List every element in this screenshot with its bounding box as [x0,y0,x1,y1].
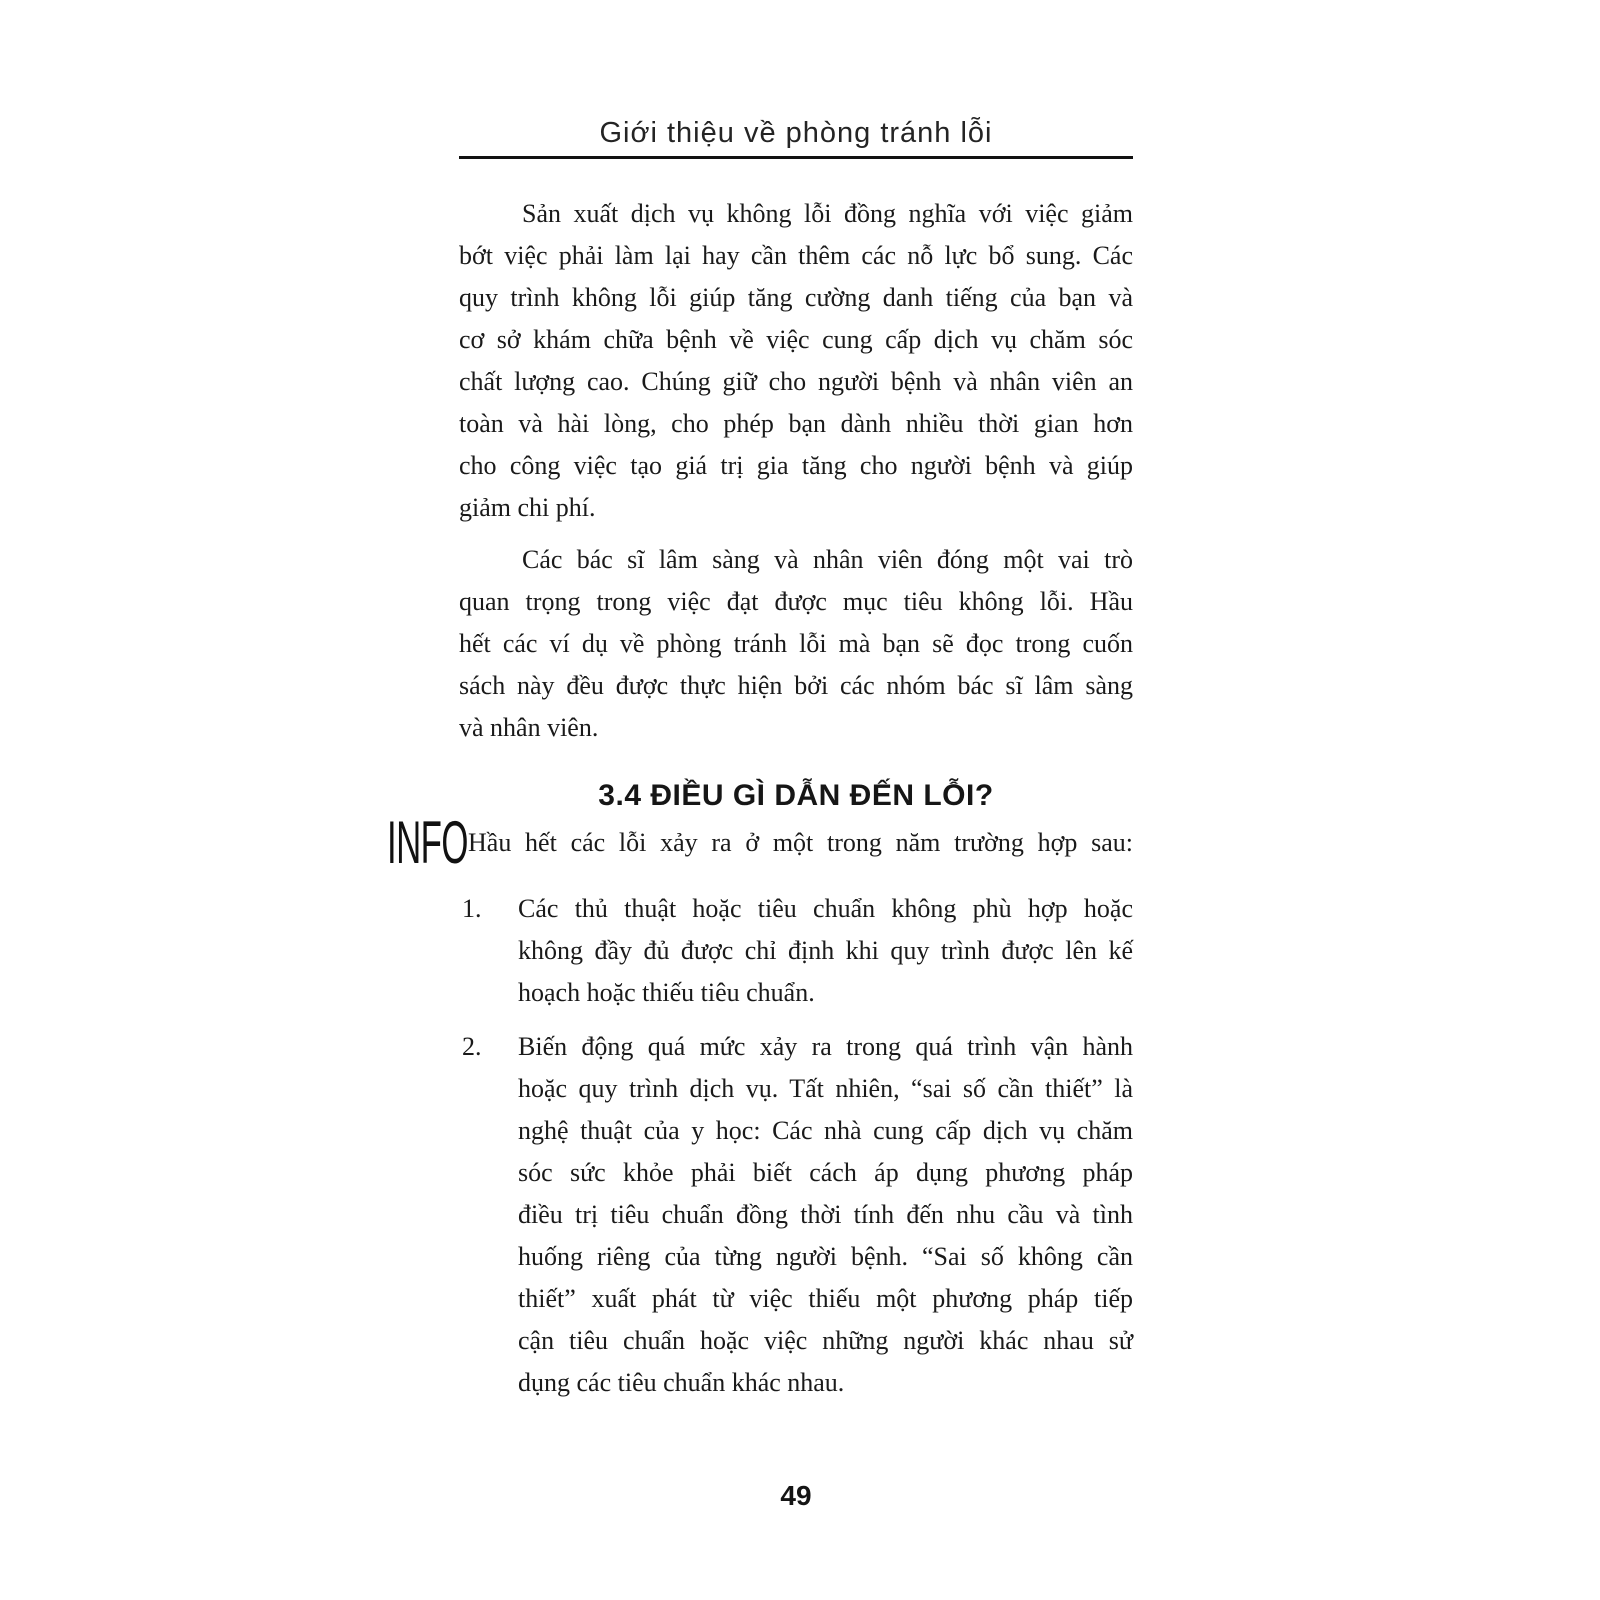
page-number: 49 [780,1480,812,1511]
list-item-number: 1. [462,894,482,923]
list-item [459,888,1133,1014]
text-line: huống riêng của từng người bệnh. “Sai số không cần [518,1242,1133,1271]
text-line: cơ sở khám chữa bệnh về việc cung cấp dịch vụ chăm sóc [459,325,1133,354]
section-heading: 3.4 ĐIỀU GÌ DẪN ĐẾN LỖI? [598,779,994,812]
page-column [387,115,1133,1416]
text-line: nghệ thuật của y học: Các nhà cung cấp dịch vụ chăm [518,1116,1133,1145]
text-line: hoạch hoặc thiếu tiêu chuẩn. [518,978,815,1007]
text-line: cận tiêu chuẩn hoặc việc những người khác nhau sử [518,1326,1133,1355]
list-item-text [518,888,1133,1014]
text-line: giảm chi phí. [459,493,596,522]
text-line: hết các ví dụ về phòng tránh lỗi mà bạn sẽ đọc trong cuốn [459,629,1133,658]
list-item-text [518,1026,1133,1404]
text-line: Các thủ thuật hoặc tiêu chuẩn không phù hợp hoặc [518,894,1133,923]
text-line: Biến động quá mức xảy ra trong quá trình vận hành [518,1032,1133,1061]
text-line: điều trị tiêu chuẩn đồng thời tính đến nhu cầu và tình [518,1200,1133,1229]
text-line: thiết” xuất phát từ việc thiếu một phương pháp tiếp [518,1284,1133,1313]
text-line: dụng các tiêu chuẩn khác nhau. [518,1368,845,1397]
paragraph-1 [459,193,1133,529]
numbered-list [459,888,1133,1404]
list-item [459,1026,1133,1404]
text-line: Các bác sĩ lâm sàng và nhân viên đóng một vai trò [522,545,1133,574]
text-line: bớt việc phải làm lại hay cần thêm các nỗ lực bổ sung. Các [459,241,1133,270]
paragraph-2 [459,539,1133,749]
text-line: hoặc quy trình dịch vụ. Tất nhiên, “sai số cần thiết” là [518,1074,1133,1103]
text-line: sách này đều được thực hiện bởi các nhóm bác sĩ lâm sàng [459,671,1133,700]
text-line: sóc sức khỏe phải biết cách áp dụng phương pháp [518,1158,1133,1187]
text-line: chất lượng cao. Chúng giữ cho người bệnh và nhân viên an [459,367,1133,396]
text-line: Sản xuất dịch vụ không lỗi đồng nghĩa với việc giảm [522,199,1133,228]
text-line: quy trình không lỗi giúp tăng cường danh tiếng của bạn và [459,283,1133,312]
info-stamp-label: INFO [387,809,468,876]
list-item-number: 2. [462,1032,482,1061]
text-line: quan trọng trong việc đạt được mục tiêu không lỗi. Hầu [459,587,1133,616]
info-paragraph-text [459,820,1133,866]
header-rule [459,156,1133,159]
running-head: Giới thiệu về phòng tránh lỗi [599,117,993,149]
text-line: cho công việc tạo giá trị gia tăng cho người bệnh và giúp [459,451,1133,480]
text-line: và nhân viên. [459,713,599,742]
text-line: toàn và hài lòng, cho phép bạn dành nhiều thời gian hơn [459,409,1133,438]
info-paragraph [387,809,1133,876]
text-line: không đầy đủ được chỉ định khi quy trình được lên kế [518,936,1133,965]
text-line: Hầu hết các lỗi xảy ra ở một trong năm trường hợp sau: [468,828,1133,857]
